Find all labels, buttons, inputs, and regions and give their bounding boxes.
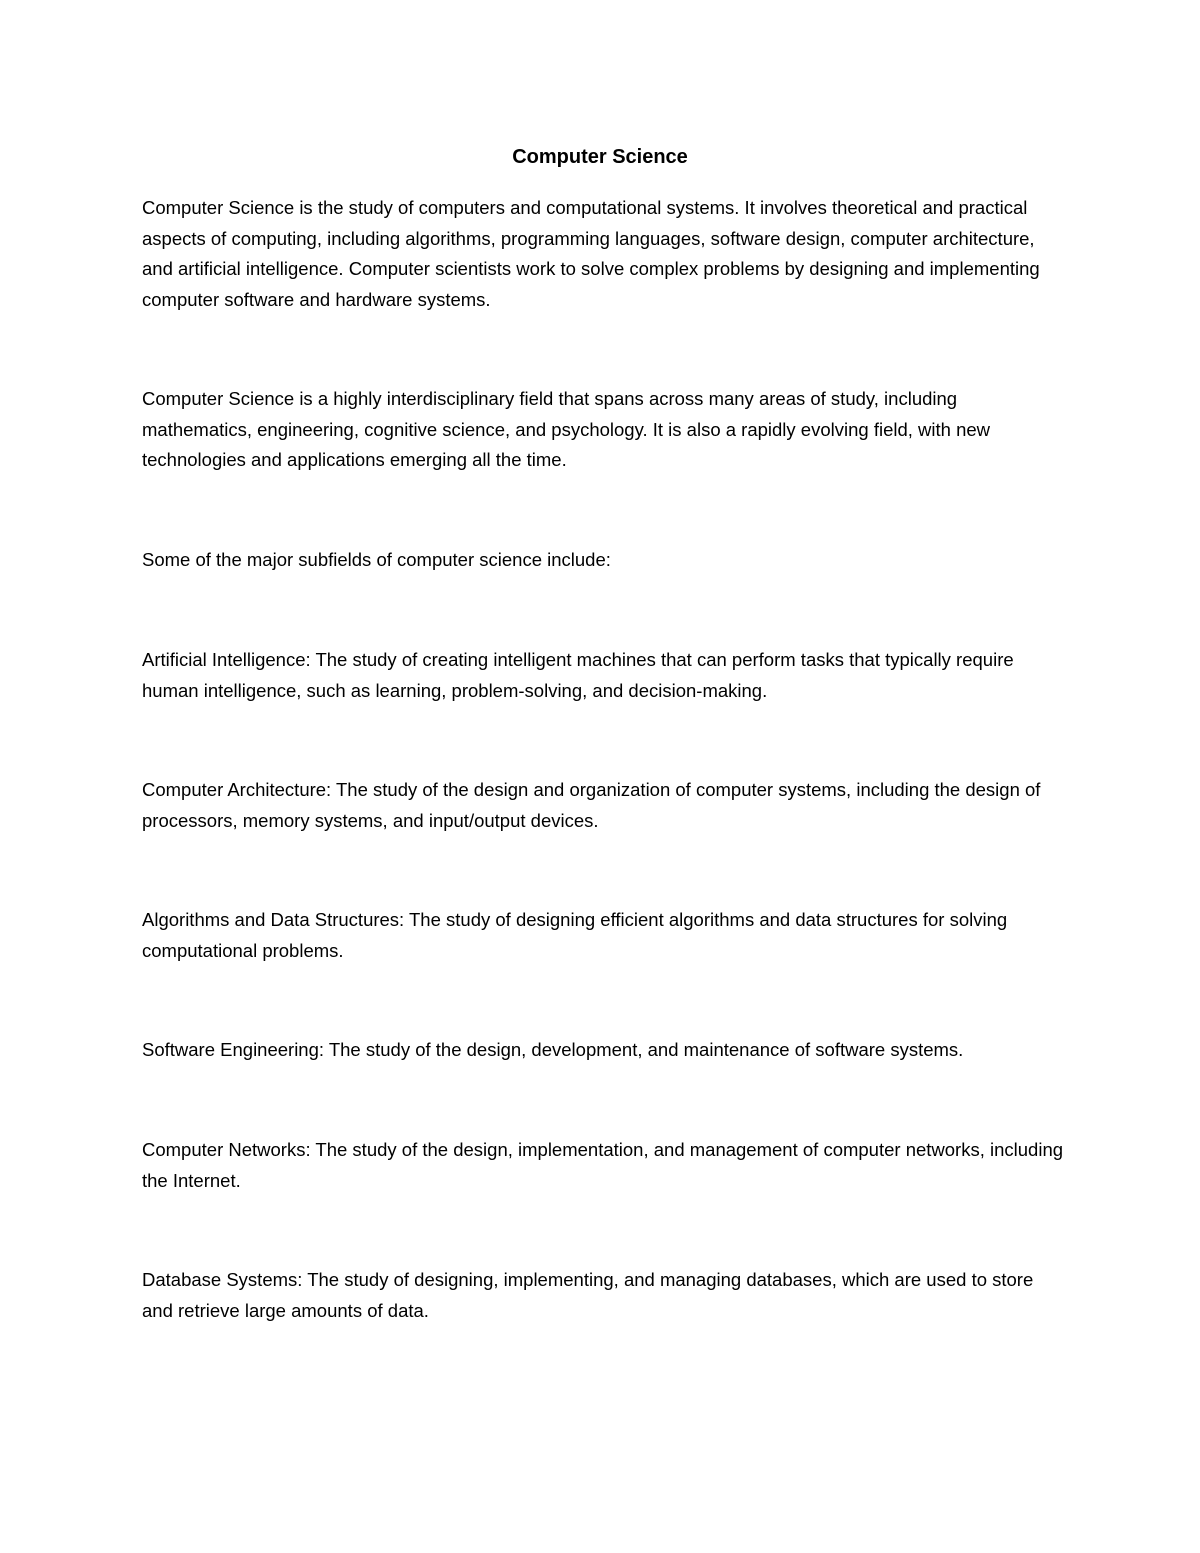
subfield-computer-networks: Computer Networks: The study of the design, implementation, and management of computer networks, including the Internet. [142,1139,1064,1191]
subfield-computer-architecture: Computer Architecture: The study of the design and organization of computer systems, including the design of processors, memory systems, and input/output devices. [142,779,1041,831]
subfield-artificial-intelligence: Artificial Intelligence: The study of creating intelligent machines that can perform tasks that typically require human intelligence, such as learning, problem-solving, and decision-making. [142,649,1014,701]
subfield-software-engineering: Software Engineering: The study of the design, development, and maintenance of software systems. [142,1039,964,1060]
subfields-intro: Some of the major subfields of computer science include: [142,549,611,570]
subfield-database-systems: Database Systems: The study of designing, implementing, and managing databases, which are used to store and retrieve large amounts of data. [142,1269,1034,1321]
intro-paragraph: Computer Science is the study of computers and computational systems. It involves theoretical and practical aspects of computing, including algorithms, programming languages, software design, computer architecture, and artificial intelligence. Computer scientists work to solve complex problems by designing and implementing computer software and hardware systems. [142,197,1040,310]
subfield-algorithms-data-structures: Algorithms and Data Structures: The study of designing efficient algorithms and data structures for solving computational problems. [142,909,1008,961]
document-title: Computer Science [512,146,688,168]
interdisciplinary-paragraph: Computer Science is a highly interdisciplinary field that spans across many areas of study, including mathematics, engineering, cognitive science, and psychology. It is also a rapidly evolving field, with new technologies and applications emerging all the time. [142,388,991,470]
